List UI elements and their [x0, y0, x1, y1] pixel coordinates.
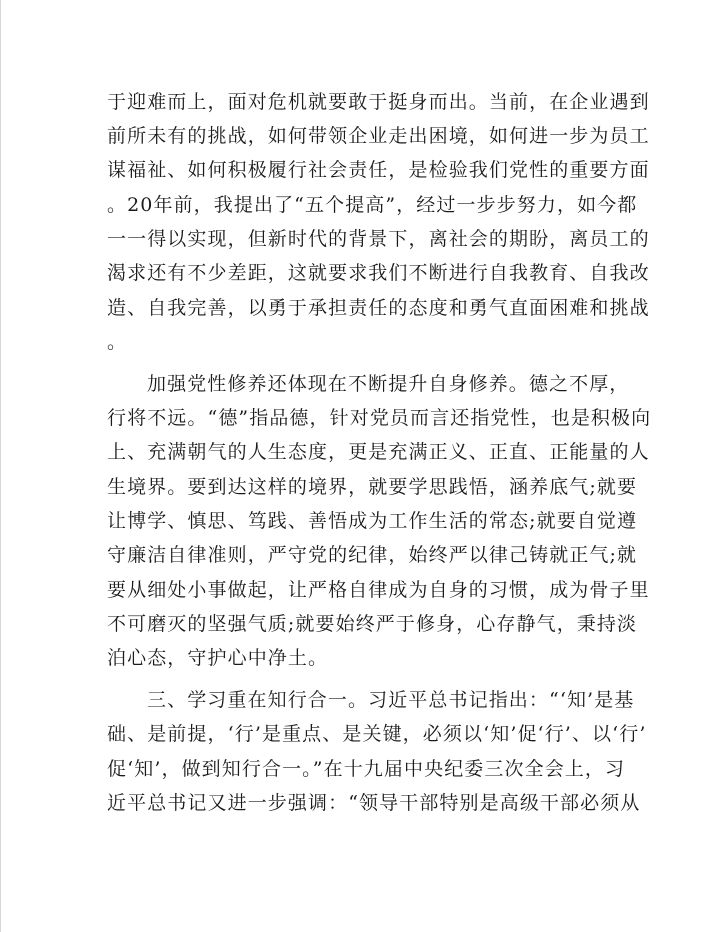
text-line: 让博学、慎思、笃践、善悟成为工作生活的常态;就要自觉遵	[107, 510, 638, 532]
text-line: 生境界。要到达这样的境界，就要学思践悟，涵养底气;就要	[107, 476, 638, 498]
text-line: 前所未有的挑战，如何带领企业走出困境，如何进一步为员工	[107, 125, 650, 147]
text-line: 谋福祉、如何积极履行社会责任，是检验我们党性的重要方面	[107, 159, 650, 181]
text-line: 。20年前，我提出了“五个提高”，经过一步步努力，如今都	[107, 194, 638, 216]
text-line: 于迎难而上，面对危机就要敢于挺身而出。当前，在企业遇到	[107, 91, 650, 113]
text-line: 要从细处小事做起，让严格自律成为自身的习惯，成为骨子里	[107, 579, 650, 601]
text-line: 近平总书记又进一步强调：“领导干部特别是高级干部必须从	[107, 792, 641, 814]
page-border	[0, 0, 1, 932]
paragraph-first-line: 三、学习重在知行合一。习近平总书记指出：“‘知’是基	[147, 689, 635, 711]
text-line: 上、充满朝气的人生态度，更是充满正义、正直、正能量的人	[107, 441, 650, 463]
text-line: 泊心态，守护心中净土。	[107, 647, 329, 669]
text-line: 。	[107, 331, 128, 353]
text-line: 一一得以实现，但新时代的背景下，离社会的期盼，离员工的	[107, 228, 650, 250]
text-line: 促‘知’，做到知行合一。”在十九届中央纪委三次全会上，习	[107, 758, 626, 780]
text-line: 造、自我完善，以勇于承担责任的态度和勇气直面困难和挑战	[107, 297, 650, 319]
text-line: 础、是前提，‘行’是重点、是关键，必须以‘知’促‘行’、以‘行’	[107, 723, 647, 745]
text-line: 渴求还有不少差距，这就要求我们不断进行自我教育、自我改	[107, 262, 650, 284]
text-line: 守廉洁自律准则，严守党的纪律，始终严以律己铸就正气;就	[107, 544, 638, 566]
paragraph-first-line: 加强党性修养还体现在不断提升自身修养。德之不厚，	[147, 373, 630, 395]
text-line: 不可磨灭的坚强气质;就要始终严于修身，心存静气，秉持淡	[107, 613, 638, 635]
text-line: 行将不远。“德”指品德，针对党员而言还指党性，也是积极向	[107, 407, 652, 429]
